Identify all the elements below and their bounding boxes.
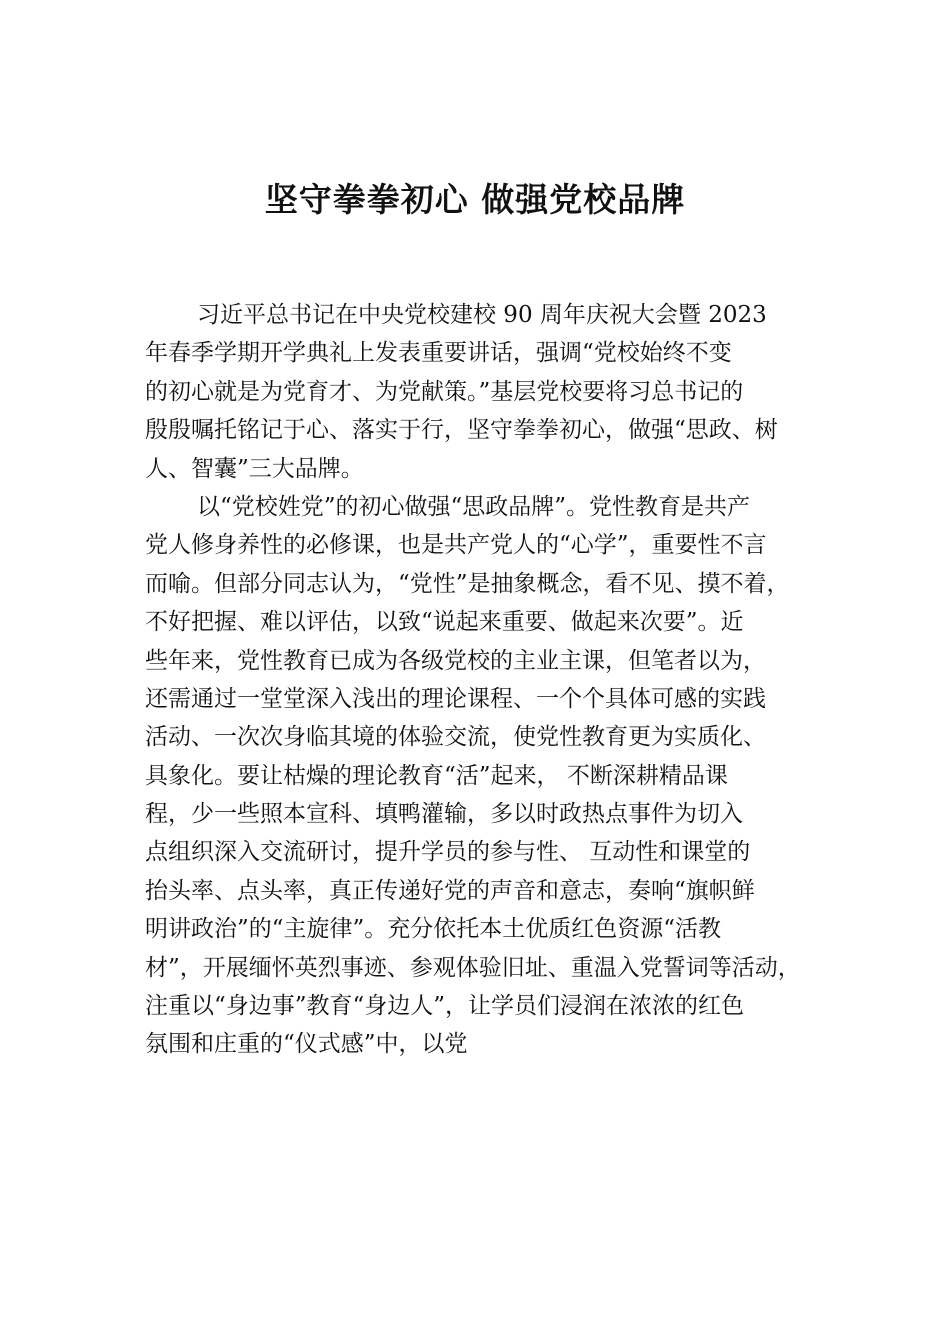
paragraph-line: 还需通过一堂堂深入浅出的理论课程、一个个具体可感的实践 (145, 685, 766, 712)
paragraph-line: 习近平总书记在中央党校建校 90 周年庆祝大会暨 2023 (197, 302, 767, 328)
paragraph-line: 程，少一些照本宣科、填鸭灌输，多以时政热点事件为切入 (145, 801, 743, 828)
paragraph-line: 注重以“身边事”教育“身边人”，让学员们浸润在浓浓的红色 (145, 993, 745, 1020)
paragraph-line: 的初心就是为党育才、为党献策。”基层党校要将习总书记的 (145, 378, 744, 405)
document-title: 坚守拳拳初心 做强党校品牌 (264, 180, 686, 219)
paragraph-line: 不好把握、难以评估，以致“说起来重要、做起来次要”。近 (145, 609, 744, 636)
paragraph-line: 点组织深入交流研讨，提升学员的参与性、 互动性和课堂的 (145, 839, 751, 866)
paragraph-line: 具象化。要让枯燥的理论教育“活”起来， 不断深耕精品课 (145, 762, 728, 789)
document-body (145, 296, 845, 1064)
paragraph-line: 以“党校姓党”的初心做强“思政品牌”。党性教育是共产 (197, 493, 751, 520)
paragraph-line: 年春季学期开学典礼上发表重要讲话，强调“党校始终不变 (145, 340, 732, 367)
paragraph-line: 人、智囊”三大品牌。 (145, 455, 364, 482)
paragraph-2 (145, 488, 845, 1064)
paragraph-line: 些年来，党性教育已成为各级党校的主业主课，但笔者以为， (145, 647, 766, 674)
paragraph-line: 氛围和庄重的“仪式感”中，以党 (145, 1031, 468, 1058)
paragraph-line: 材”，开展缅怀英烈事迹、参观体验旧址、重温入党誓词等活动， (145, 954, 801, 981)
paragraph-line: 抬头率、点头率，真正传递好党的声音和意志，奏响“旗帜鲜 (145, 877, 755, 904)
paragraph-line: 党人修身养性的必修课，也是共产党人的“心学”，重要性不言 (145, 532, 767, 559)
paragraph-line: 而喻。但部分同志认为，“党性”是抽象概念，看不见、摸不着， (145, 570, 790, 597)
paragraph-1 (145, 296, 845, 488)
paragraph-line: 殷殷嘱托铭记于心、落实于行，坚守拳拳初心，做强“思政、树 (145, 417, 778, 444)
paragraph-line: 活动、一次次身临其境的体验交流，使党性教育更为实质化、 (145, 724, 766, 751)
paragraph-line: 明讲政治”的“主旋律”。充分依托本土优质红色资源“活教 (145, 916, 722, 943)
